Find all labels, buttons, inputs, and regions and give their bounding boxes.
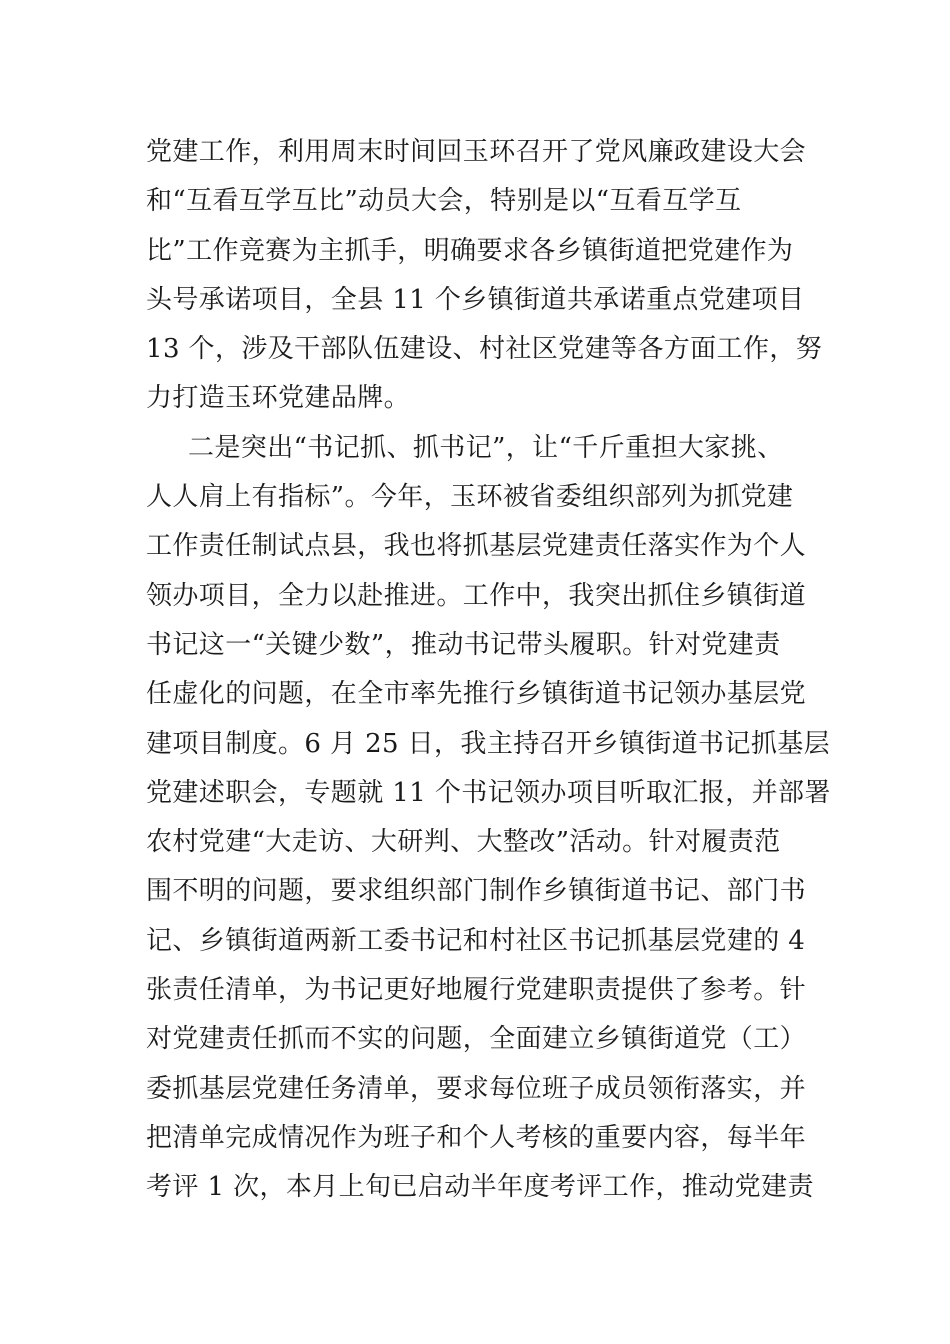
text-line: 党建工作，利用周末时间回玉环召开了党风廉政建设大会 bbox=[146, 137, 807, 167]
text-line: 农村党建“大走访、大研判、大整改”活动。针对履责范 bbox=[146, 827, 781, 858]
text-line: 记、乡镇街道两新工委书记和村社区书记抓基层党建的 4 bbox=[146, 925, 806, 956]
text-line: 围不明的问题，要求组织部门制作乡镇街道书记、部门书 bbox=[146, 876, 807, 907]
text-line: 把清单完成情况作为班子和个人考核的重要内容，每半年 bbox=[146, 1122, 807, 1153]
text-line: 任虚化的问题，在全市率先推行乡镇街道书记领办基层党 bbox=[146, 679, 807, 710]
paragraph-start-line: 二是突出“书记抓、抓书记”，让“千斤重担大家挑、 bbox=[188, 432, 784, 463]
text-line: 张责任清单，为书记更好地履行党建职责提供了参考。针 bbox=[146, 975, 807, 1006]
text-line: 党建述职会，专题就 11 个书记领办项目听取汇报，并部署 bbox=[146, 777, 831, 808]
text-line: 考评 1 次，本月上旬已启动半年度考评工作，推动党建责 bbox=[146, 1172, 814, 1203]
text-line: 力打造玉环党建品牌。 bbox=[146, 383, 411, 414]
text-line: 对党建责任抓而不实的问题，全面建立乡镇街道党（工） bbox=[146, 1024, 807, 1055]
text-line: 人人肩上有指标”。今年，玉环被省委组织部列为抓党建 bbox=[146, 482, 794, 513]
text-line: 委抓基层党建任务清单，要求每位班子成员领衔落实，并 bbox=[146, 1073, 807, 1104]
text-line: 头号承诺项目，全县 11 个乡镇街道共承诺重点党建项目 bbox=[146, 284, 805, 315]
text-line: 13 个，涉及干部队伍建设、村社区党建等各方面工作，努 bbox=[146, 334, 823, 365]
text-line: 工作责任制试点县，我也将抓基层党建责任落实作为个人 bbox=[146, 531, 807, 562]
body-text bbox=[146, 128, 831, 1213]
text-line: 建项目制度。6 月 25 日，我主持召开乡镇街道书记抓基层 bbox=[146, 728, 831, 759]
text-line: 领办项目，全力以赴推进。工作中，我突出抓住乡镇街道 bbox=[146, 580, 807, 611]
text-line: 比”工作竞赛为主抓手，明确要求各乡镇街道把党建作为 bbox=[146, 235, 794, 266]
text-line: 和“互看互学互比”动员大会，特别是以“互看互学互 bbox=[146, 186, 742, 217]
text-line: 书记这一“关键少数”，推动书记带头履职。针对党建责 bbox=[146, 629, 781, 660]
